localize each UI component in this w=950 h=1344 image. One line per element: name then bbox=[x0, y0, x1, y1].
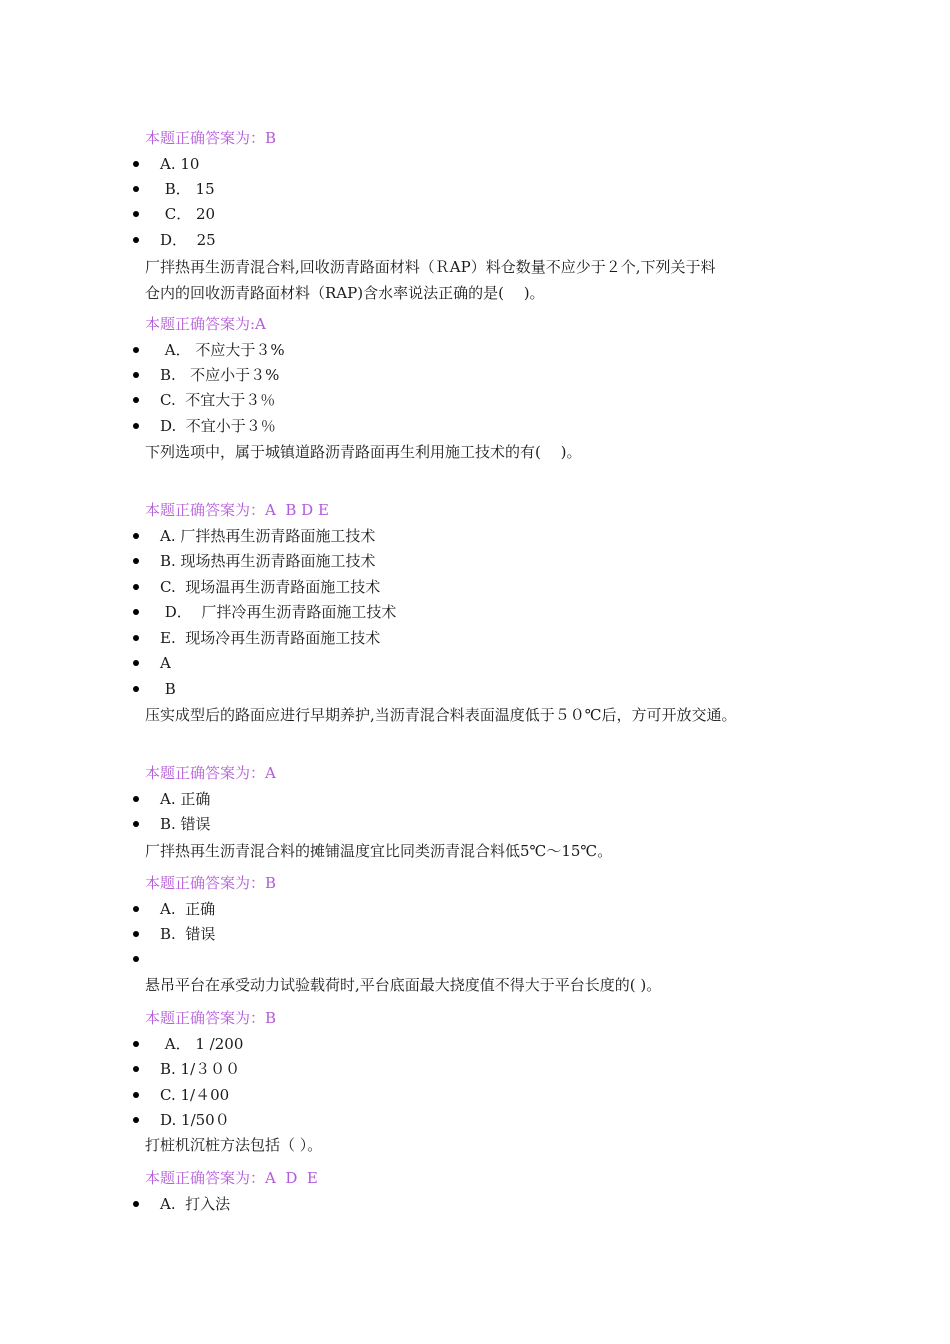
question-text: 厂拌热再生沥青混合料的摊铺温度宜比同类沥青混合料低5℃～15℃。 bbox=[145, 842, 613, 860]
bullet bbox=[133, 796, 139, 802]
bullet bbox=[133, 660, 139, 666]
question-text: 下列选项中，属于城镇道路沥青路面再生利用施工技术的有( )。 bbox=[145, 443, 582, 461]
question-text: 仓内的回收沥青路面材料（RAP)含水率说法正确的是( )。 bbox=[145, 284, 545, 302]
option: A. 10 bbox=[160, 155, 200, 173]
option: D. 不宜小于３％ bbox=[160, 417, 276, 435]
bullet bbox=[133, 1041, 139, 1047]
bullet bbox=[133, 161, 139, 167]
option: C. 不宜大于３％ bbox=[160, 391, 276, 409]
correct-answer: 本题正确答案为：B bbox=[145, 874, 277, 892]
option: B bbox=[160, 680, 176, 698]
option: D. 1/50０ bbox=[160, 1111, 230, 1129]
bullet bbox=[133, 1201, 139, 1207]
bullet bbox=[133, 931, 139, 937]
correct-answer: 本题正确答案为：A D E bbox=[145, 1169, 318, 1187]
bullet bbox=[133, 1117, 139, 1123]
option: A． 1 /200 bbox=[160, 1035, 244, 1053]
bullet bbox=[133, 211, 139, 217]
bullet bbox=[133, 372, 139, 378]
bullet bbox=[133, 906, 139, 912]
bullet bbox=[133, 635, 139, 641]
option: A. 厂拌热再生沥青路面施工技术 bbox=[160, 527, 376, 545]
option: A． 不应大于３% bbox=[160, 341, 285, 359]
option: C. 1/４00 bbox=[160, 1086, 230, 1104]
option: A bbox=[160, 654, 171, 672]
question-text: 悬吊平台在承受动力试验载荷时,平台底面最大挠度值不得大于平台长度的( )。 bbox=[145, 976, 662, 994]
bullet bbox=[133, 558, 139, 564]
bullet bbox=[133, 686, 139, 692]
option: B. 现场热再生沥青路面施工技术 bbox=[160, 552, 376, 570]
option: B. 1/３００ bbox=[160, 1060, 241, 1078]
question-text: 打桩机沉桩方法包括（ ）。 bbox=[145, 1136, 323, 1154]
bullet bbox=[133, 533, 139, 539]
option: B. 不应小于３% bbox=[160, 366, 280, 384]
correct-answer: 本题正确答案为：A B D E bbox=[145, 501, 329, 519]
option: B． 15 bbox=[160, 180, 215, 198]
bullet bbox=[133, 397, 139, 403]
option: E. 现场冷再生沥青路面施工技术 bbox=[160, 629, 381, 647]
bullet bbox=[133, 186, 139, 192]
option: A. 正确 bbox=[160, 900, 216, 918]
option: D． 25 bbox=[160, 231, 216, 249]
bullet bbox=[133, 1066, 139, 1072]
question-text: 厂拌热再生沥青混合料,回收沥青路面材料（ＲAP）料仓数量不应少于２个,下列关于料 bbox=[145, 258, 716, 276]
bullet bbox=[133, 423, 139, 429]
bullet bbox=[133, 584, 139, 590]
bullet bbox=[133, 609, 139, 615]
correct-answer: 本题正确答案为：B bbox=[145, 129, 277, 147]
bullet bbox=[133, 1092, 139, 1098]
correct-answer: 本题正确答案为：A bbox=[145, 764, 276, 782]
bullet bbox=[133, 956, 139, 962]
option: B. 错误 bbox=[160, 815, 211, 833]
bullet bbox=[133, 821, 139, 827]
correct-answer: 本题正确答案为：B bbox=[145, 1009, 277, 1027]
option: A. 正确 bbox=[160, 790, 211, 808]
correct-answer: 本题正确答案为:A bbox=[145, 315, 266, 333]
option: D． 厂拌冷再生沥青路面施工技术 bbox=[160, 603, 397, 621]
option: A. 打入法 bbox=[160, 1195, 231, 1213]
bullet bbox=[133, 347, 139, 353]
option: B. 错误 bbox=[160, 925, 216, 943]
option: C． 20 bbox=[160, 205, 216, 223]
question-text: 压实成型后的路面应进行早期养护,当沥青混合料表面温度低于５０℃后，方可开放交通。 bbox=[145, 706, 737, 724]
bullet bbox=[133, 237, 139, 243]
option: C. 现场温再生沥青路面施工技术 bbox=[160, 578, 381, 596]
